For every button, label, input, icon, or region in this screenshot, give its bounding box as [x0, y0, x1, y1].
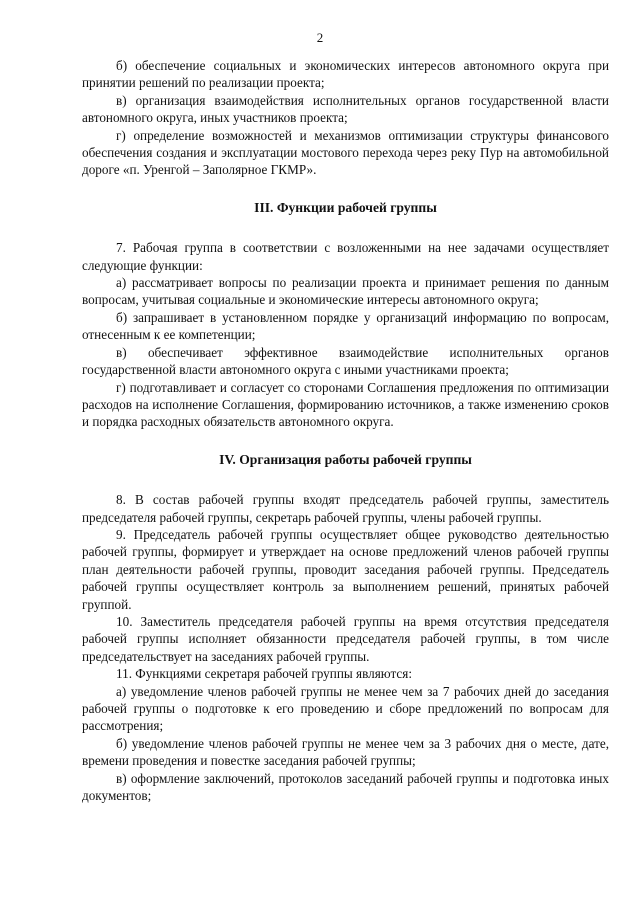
paragraph-intro-b: б) обеспечение социальных и экономических интересов автономного округа при принятии решений по реализации проекта; [82, 58, 609, 91]
paragraph-7a: а) рассматривает вопросы по реализации проекта и принимает решения по данным вопросам, учитывая социальные и экономические интересы автономного округа; [82, 275, 609, 308]
paragraph-7g: г) подготавливает и согласует со сторонами Соглашения предложения по оптимизации расходов на исполнение Соглашения, формированию источников, а также изменению сроков и порядка расходных обязательств автономного округа. [82, 379, 609, 430]
paragraph-11v: в) оформление заключений, протоколов заседаний рабочей группы и подготовка иных документов; [82, 770, 609, 804]
paragraph-9: 9. Председатель рабочей группы осуществляет общее руководство деятельностью рабочей группы, формирует и утверждает на основе предложений членов рабочей группы план деятельности рабочей группы, проводит заседания рабочей группы. Председатель рабочей группы осуществляет контроль за выполнением решений, принятых рабочей группой. [82, 526, 609, 612]
paragraph-8: 8. В состав рабочей группы входят председатель рабочей группы, заместитель председателя рабочей группы, секретарь рабочей группы, члены рабочей группы. [82, 492, 609, 525]
paragraph-11b: б) уведомление членов рабочей группы не менее чем за 3 рабочих дня о месте, дате, времени проведения и повестке заседания рабочей группы; [82, 735, 609, 769]
paragraph-intro-g: г) определение возможностей и механизмов оптимизации структуры финансового обеспечения создания и эксплуатации мостового перехода через реку Пур на автомобильной дороге «п. Уренгой – Заполярное ГКМР». [82, 127, 609, 178]
paragraph-10: 10. Заместитель председателя рабочей группы на время отсутствия председателя рабочей группы исполняет обязанности председателя рабочей группы, в том числе председательствует на заседаниях рабочей группы. [82, 613, 609, 664]
paragraph-11: 11. Функциями секретаря рабочей группы являются: [116, 666, 412, 682]
paragraph-11a: а) уведомление членов рабочей группы не менее чем за 7 рабочих дней до заседания рабочей группы о подготовке к его проведению и сборе предложений по вопросам для рассмотрения; [82, 683, 609, 734]
section-4-heading: IV. Организация работы рабочей группы [219, 451, 472, 467]
paragraph-7b: б) запрашивает в установленном порядке у организаций информацию по вопросам, отнесенным к ее компетенции; [82, 309, 609, 343]
paragraph-intro-v: в) организация взаимодействия исполнительных органов государственной власти автономного округа, иных участников проекта; [82, 92, 609, 126]
paragraph-7v: в) обеспечивает эффективное взаимодействие исполнительных органов государственной власти автономного округа с иными участниками проекта; [82, 344, 609, 378]
paragraph-7: 7. Рабочая группа в соответствии с возложенными на нее задачами осуществляет следующие функции: [82, 240, 609, 273]
page-number: 2 [316, 30, 324, 45]
section-3-heading: III. Функции рабочей группы [254, 199, 437, 215]
document-body [82, 57, 609, 804]
